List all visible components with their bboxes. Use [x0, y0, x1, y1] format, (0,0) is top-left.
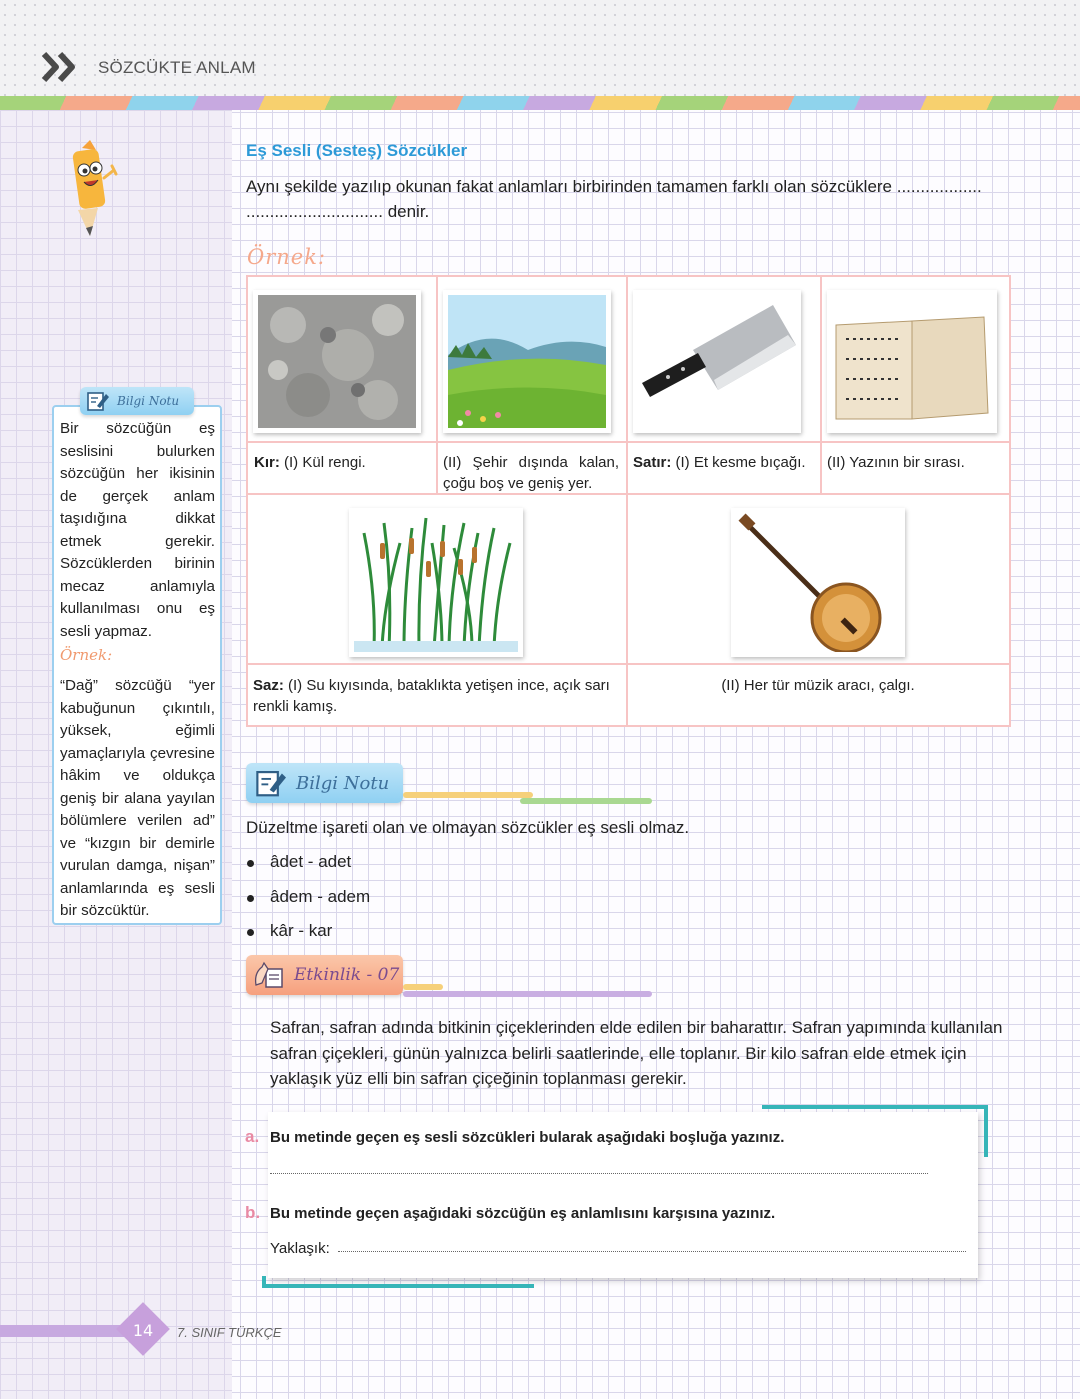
activity-paragraph: Safran, safran adında bitkinin çiçeklerinden elde edilen bir baharattır. Safran yapımında kullanılan safran çiçekleri, günün yalnızca belirli saatlerinde, elle toplanır. Bir kilo safran elde etmek için yaklaşık yüz elli bin safran çiçeğinin toplanması gerekir.	[270, 1018, 1003, 1088]
info-note-tag-main-label: Bilgi Notu	[296, 773, 390, 794]
decor-bar	[520, 798, 652, 804]
frame-corner	[762, 1105, 988, 1109]
list-item: kâr - kar	[246, 921, 370, 956]
question-b-text: Bu metinde geçen aşağıdaki sözcüğün eş anlamlısını karşısına yazınız.	[270, 1205, 776, 1222]
answer-b-field[interactable]	[338, 1250, 966, 1252]
answer-b-label: Yaklaşık:	[270, 1240, 330, 1257]
activity-tag	[246, 955, 403, 995]
notebook-image	[827, 290, 997, 433]
page-number: 14	[132, 1321, 154, 1340]
pencil-mascot-icon	[60, 140, 120, 240]
meadow-image	[443, 290, 611, 433]
question-b-letter: b.	[245, 1203, 261, 1222]
cleaver-image	[633, 290, 801, 433]
chapter-title: SÖZCÜKTE ANLAM	[98, 58, 256, 77]
page-header	[0, 0, 1080, 96]
question-a-letter: a.	[245, 1127, 260, 1146]
info-note-tag-label: Bilgi Notu	[117, 394, 180, 408]
hand-writing-icon	[252, 959, 286, 991]
frame-corner	[262, 1284, 534, 1288]
info-note-tag	[80, 387, 194, 415]
ash-texture-image	[253, 290, 421, 433]
answer-a-field[interactable]	[270, 1172, 928, 1174]
question-a-text: Bu metinde geçen eş sesli sözcükleri bularak aşağıdaki boşluğa yazınız.	[270, 1129, 785, 1146]
list-item: âdem - adem	[246, 887, 370, 922]
frame-corner	[262, 1276, 266, 1288]
example-caption-saz-1: Saz: (I) Su kıyısında, bataklıkta yetişen ince, açık sarı renkli kamış.	[253, 677, 610, 715]
note-edit-icon	[254, 768, 288, 798]
saz-instrument-image	[731, 508, 905, 657]
info-note-text: Bir sözcüğün eş seslisini bulurken sözcüğün her ikisinin de gerçek anlam taşıdığına dikkat etmek gerekir. Sözcüklerden birinin mecaz anlamıyla kullanılması onu eş sesli yapmaz.	[60, 420, 215, 640]
word-pair-list	[246, 852, 370, 956]
decor-bar	[403, 792, 533, 798]
color-stripe	[0, 96, 1080, 110]
sidebar-example-label: Örnek:	[60, 646, 113, 664]
example-caption-saz-2: (II) Her tür müzik aracı, çalgı.	[721, 677, 915, 694]
list-item: âdet - adet	[246, 852, 370, 887]
frame-corner	[984, 1105, 988, 1157]
book-title: 7. SINIF TÜRKÇE	[177, 1325, 282, 1340]
reed-image	[349, 508, 523, 657]
decor-bar	[403, 984, 443, 990]
sidebar-example-text: “Dağ” sözcüğü “yer kabuğunun çıkıntılı, yüksek, eğimli yamaçlarıyla çevresine hâkim ve oldukça geniş bir alana yayılan bölümlere verilen ad” ve “kızgın bir demirle vurulan damga, nişan” anlamlarında eş sesli bir sözcüktür.	[60, 677, 215, 919]
example-caption-satir-1: Satır: (I) Et kesme bıçağı.	[633, 454, 806, 471]
example-caption-satir-2: (II) Yazının bir sırası.	[827, 454, 965, 471]
info-note-main-text: Düzeltme işareti olan ve olmayan sözcükler eş sesli olmaz.	[246, 818, 690, 837]
section-title: Eş Sesli (Sesteş) Sözcükler	[246, 141, 468, 160]
example-label: Örnek:	[247, 245, 327, 269]
footer-bar	[0, 1325, 130, 1337]
example-caption-kir-2: (II) Şehir dışında kalan, çoğu boş ve geniş yer.	[443, 454, 619, 492]
activity-tag-label: Etkinlik - 07	[294, 965, 400, 985]
intro-paragraph: Aynı şekilde yazılıp okunan fakat anlamları birbirinden tamamen farklı olan sözcüklere .................. ............................. denir.	[246, 177, 982, 221]
note-edit-icon	[86, 390, 110, 412]
double-chevron-icon	[40, 50, 80, 84]
info-note-tag-main	[246, 763, 403, 803]
decor-bar	[403, 991, 652, 997]
example-caption-kir-1: Kır: (I) Kül rengi.	[254, 454, 366, 471]
